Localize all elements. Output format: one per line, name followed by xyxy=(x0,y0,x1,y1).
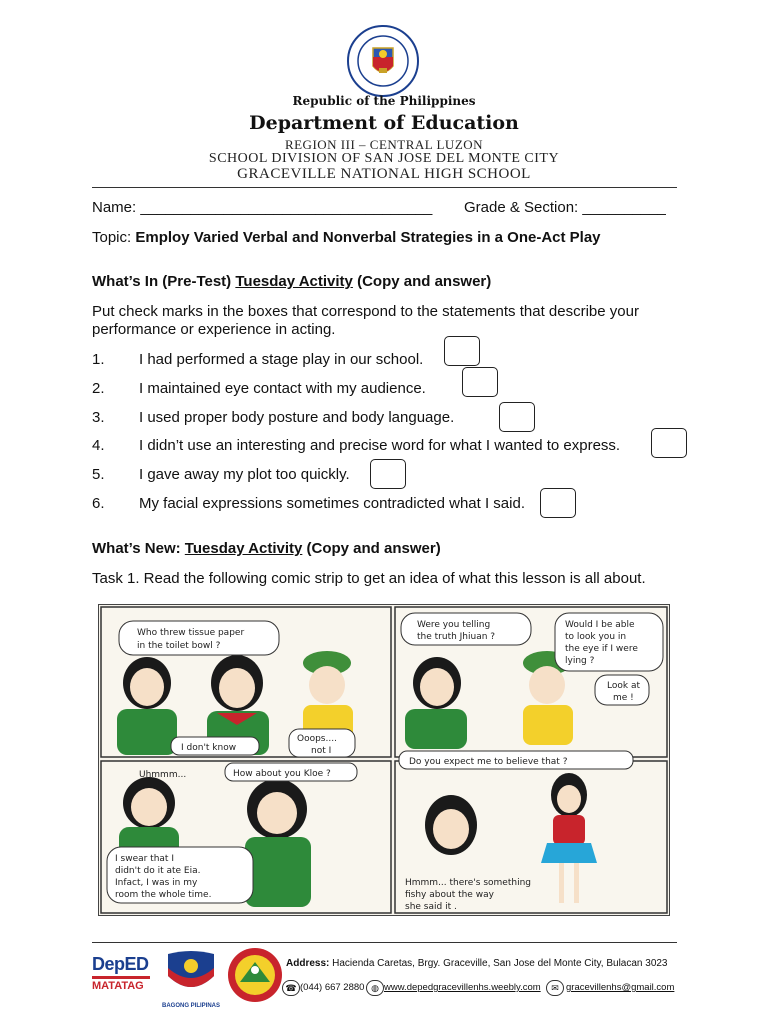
p1-reply1: I don't know xyxy=(181,743,237,753)
grade-label: Grade & Section: xyxy=(464,199,579,216)
comic-strip xyxy=(98,604,670,916)
item-text-3: I used proper body posture and body language. xyxy=(139,409,455,426)
address-label: Address: xyxy=(286,958,330,969)
p4-caption-line1: Hmmm... there's something xyxy=(405,878,531,888)
division-header: SCHOOL DIVISION OF SAN JOSE DEL MONTE CITY xyxy=(208,151,560,166)
p2-bottom-bubble: Do you expect me to believe that ? xyxy=(409,757,568,767)
name-label: Name: xyxy=(92,199,137,216)
republic-header: Republic of the Philippines xyxy=(292,94,476,108)
checkbox-5[interactable] xyxy=(370,459,406,489)
whats-new-prefix: What’s New: xyxy=(92,540,181,557)
p3-speech-line1: I swear that I xyxy=(115,854,174,864)
p3-speech-line2: didn't do it ate Eia. xyxy=(115,866,201,876)
item-text-2: I maintained eye contact with my audience. xyxy=(139,380,426,397)
phone-icon: ☎ xyxy=(282,980,300,996)
p2-bubble3-line2: me ! xyxy=(613,693,634,703)
email-icon: ✉ xyxy=(546,980,564,996)
school-header: GRACEVILLE NATIONAL HIGH SCHOOL xyxy=(237,166,531,182)
name-field xyxy=(92,199,432,216)
p1-reply2-line2: not I xyxy=(311,746,332,756)
pretest-instruction-1: Put check marks in the boxes that correspond to the statements that describe your xyxy=(92,303,639,320)
checkbox-2[interactable] xyxy=(462,367,498,397)
item-number-1: 1. xyxy=(92,351,105,368)
p2-bubble2-line4: lying ? xyxy=(565,656,595,666)
whats-new-activity-link: Tuesday Activity xyxy=(184,540,303,557)
item-number-6: 6. xyxy=(92,495,105,512)
whats-new-heading xyxy=(92,540,441,557)
pretest-activity-link: Tuesday Activity xyxy=(235,273,353,290)
grade-blank: __________ xyxy=(582,199,666,216)
checkbox-3[interactable] xyxy=(499,402,535,432)
p3-bubble: How about you Kloe ? xyxy=(233,769,331,779)
p2-bubble2-line2: to look you in xyxy=(565,632,627,642)
address-value: Hacienda Caretas, Brgy. Graceville, San Jose del Monte City, Bulacan 3023 xyxy=(332,958,668,969)
matatag-text: MATATAG xyxy=(92,980,144,992)
p2-bubble2-line1: Would I be able xyxy=(565,620,635,630)
p4-caption-line2: fishy about the way xyxy=(405,890,494,900)
p3-speech-line4: room the whole time. xyxy=(115,890,212,900)
topic-value: Employ Varied Verbal and Nonverbal Strategies in a One-Act Play xyxy=(135,229,601,246)
region-header: REGION III – CENTRAL LUZON xyxy=(284,137,484,152)
address-line xyxy=(286,958,668,969)
item-text-6: My facial expressions sometimes contradicted what I said. xyxy=(139,495,525,512)
item-text-4: I didn’t use an interesting and precise word for what I wanted to express. xyxy=(139,437,621,454)
department-header: Department of Education xyxy=(249,112,519,134)
item-text-5: I gave away my plot too quickly. xyxy=(139,466,350,483)
whats-new-suffix: (Copy and answer) xyxy=(306,540,441,557)
topic-label: Topic: xyxy=(92,229,132,246)
p2-bubble2-line3: the eye if I were xyxy=(565,644,638,654)
pretest-heading-suffix: (Copy and answer) xyxy=(357,273,492,290)
deped-logo-text: DepED xyxy=(92,954,149,974)
footer-divider xyxy=(92,942,677,943)
p2-bubble1-line2: the truth Jhiuan ? xyxy=(417,632,496,642)
task-instruction: Task 1. Read the following comic strip to get an idea of what this lesson is all about. xyxy=(92,570,646,587)
p2-bubble1-line1: Were you telling xyxy=(417,620,491,630)
bagong-pilipinas-text: BAGONG PILIPINAS xyxy=(161,1003,220,1009)
graceville-school-logo xyxy=(226,946,284,1004)
p3-speech-line3: Infact, I was in my xyxy=(115,878,198,888)
p1-reply2-line1: Ooops.... xyxy=(297,734,337,744)
item-number-2: 2. xyxy=(92,380,105,397)
deped-matatag-logo xyxy=(92,954,150,1006)
header-divider xyxy=(92,187,677,188)
email-link[interactable]: gracevillenhs@gmail.com xyxy=(566,982,675,993)
p2-bubble3-line1: Look at xyxy=(607,681,640,691)
checkbox-1[interactable] xyxy=(444,336,480,366)
website-link[interactable]: www.depedgracevillenhs.weebly.com xyxy=(384,982,541,993)
pretest-heading xyxy=(92,273,491,290)
checkbox-4[interactable] xyxy=(651,428,687,458)
topic-line xyxy=(92,229,601,246)
name-blank: ___________________________________ xyxy=(140,199,433,216)
grade-section-field xyxy=(464,199,666,216)
p3-top-text: Uhmmm... xyxy=(139,770,187,780)
pretest-instruction-2: performance or experience in acting. xyxy=(92,321,336,338)
item-text-1: I had performed a stage play in our school. xyxy=(139,351,424,368)
item-number-5: 5. xyxy=(92,466,105,483)
bagong-pilipinas-logo xyxy=(160,948,222,1012)
p1-bubble-line1: Who threw tissue paper xyxy=(137,628,245,638)
p1-bubble-line2: in the toilet bowl ? xyxy=(137,641,221,651)
p4-caption-line3: she said it . xyxy=(405,902,457,912)
globe-icon: ◍ xyxy=(366,980,384,996)
item-number-3: 3. xyxy=(92,409,105,426)
checkbox-6[interactable] xyxy=(540,488,576,518)
phone-number: (044) 667 2880 xyxy=(300,982,365,993)
item-number-4: 4. xyxy=(92,437,105,454)
deped-seal-logo xyxy=(346,24,420,98)
pretest-heading-prefix: What’s In (Pre-Test) xyxy=(92,273,232,290)
